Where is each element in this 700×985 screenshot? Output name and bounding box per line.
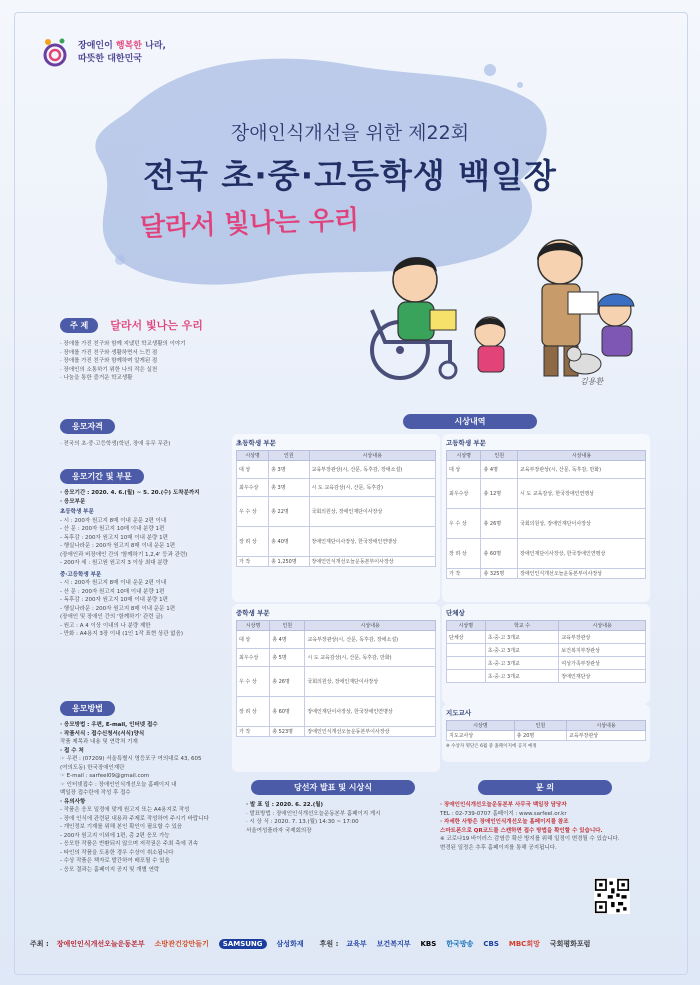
cell: 초·중·고 3개교 — [485, 670, 559, 683]
cell: 장 려 상 — [237, 697, 270, 727]
cell: 교육부장관상(시, 산문, 독후감, 만화) — [518, 461, 646, 479]
cell: 장애인재단이사장상, 한국장애인연맹상 — [518, 539, 646, 569]
submission-line: - 응모 결과는 홈페이지 공지 및 개별 연락 — [60, 866, 160, 873]
cell: 우 수 상 — [237, 497, 269, 527]
mid-category-line: (장애인 및 장애인 간의 '함께하기' 관련 글) — [60, 614, 163, 620]
logo-word-2: 행복한 — [115, 41, 143, 51]
col-header: 시상명 — [237, 451, 269, 461]
mid-category-title: 중·고등학생 부문 — [60, 571, 102, 578]
cell: 총 12명 — [481, 479, 518, 509]
table-row — [237, 527, 436, 557]
table-row — [237, 697, 436, 727]
cell: 총 26명 — [270, 667, 305, 697]
cell: 최우수상 — [237, 649, 270, 667]
theme-slogan: 달라서 빛나는 우리 — [110, 319, 203, 332]
col-header: 시상내용 — [518, 451, 646, 461]
host-logo: SAMSUNG — [219, 939, 267, 949]
submission-line: 백일장 접수란에 작성 후 접수 — [60, 790, 131, 796]
elem-category-line: - 행실나라문 : 200자 원고지 8매 이내 운문 1편 — [60, 543, 176, 549]
cell: 대 상 — [447, 461, 481, 479]
sub-title: 장애인식개선을 위한 제22회 — [230, 122, 470, 144]
eligibility-section — [60, 414, 260, 449]
table-row — [447, 670, 646, 683]
cell: 총 4명 — [481, 461, 518, 479]
table-row — [237, 631, 436, 649]
col-header: 시상명 — [447, 621, 486, 631]
table-row — [447, 657, 646, 670]
host-label: 주최 : — [30, 940, 49, 948]
footer-sponsors — [30, 930, 670, 958]
host-logo: 장애인인식개선오늘운동본부 — [56, 940, 145, 948]
characters-illustration — [330, 232, 660, 382]
sponsor-logo: KBS — [420, 940, 437, 948]
cell — [447, 644, 486, 657]
period-label: 응모기간 및 부문 — [60, 469, 144, 484]
cell: 대 상 — [237, 631, 270, 649]
submission-line: (여의도동) 한국장애인재단 — [60, 764, 125, 771]
col-header: 시상내용 — [309, 451, 435, 461]
elem-category-line: - 독후감 : 200자 원고지 10매 이내 분량 1편 — [60, 534, 168, 541]
cell: 교육부장관상 — [567, 731, 646, 741]
elem-category-line: - 산 문 : 200자 원고지 10매 이내 분량 1편 — [60, 526, 165, 532]
ceremony-line: 서울여성플라자 국제회의장 — [246, 827, 312, 834]
table-row — [447, 644, 646, 657]
contact-line: 변경된 일정은 추후 홈페이지를 통해 공지됩니다. — [440, 844, 557, 851]
illustrator-signature: 김용환 — [580, 377, 604, 386]
theme-item: · 장애인의 소통하기 위한 나의 작은 실천 — [60, 366, 158, 373]
cell: 교육부장관상(시, 산문, 독후감, 장애소설) — [309, 461, 435, 479]
submission-line: - 수상 작품은 책자로 발간하여 배포될 수 있음 — [60, 858, 170, 864]
table-row — [447, 509, 646, 539]
high-awards-panel — [442, 434, 650, 602]
cell: 교육부장관상 — [559, 631, 646, 644]
theme-item: · 장애를 가진 친구와 함께 지냈던 학교생활의 이야기 — [60, 341, 186, 347]
elem-category-line: - 시 : 200자 원고지 8매 이내 운문 2편 이내 — [60, 517, 167, 524]
main-title: 전국 초·중·고등학생 백일장 — [143, 156, 557, 195]
sponsor-logo: CBS — [483, 940, 499, 948]
logo-line-2: 따뜻한 대한민국 — [78, 54, 142, 64]
period-section — [60, 464, 260, 639]
cell: 지도교사상 — [447, 731, 515, 741]
teacher-awards-table — [446, 720, 646, 741]
cell: 최우수상 — [237, 479, 269, 497]
col-header: 인원 — [514, 721, 566, 731]
mid-category-line: - 원고 : A 4 이상 이내의 나 분량 제한 — [60, 622, 151, 629]
teacher-awards-title: 지도교사 — [446, 709, 472, 717]
sponsor-logo: 국회평화포럼 — [549, 940, 591, 948]
cell: 우 수 상 — [447, 509, 481, 539]
table-row — [237, 649, 436, 667]
logo-word-3: 나라, — [145, 41, 166, 51]
cell: 총 60명 — [481, 539, 518, 569]
contact-line: 스마트폰으로 QR코드를 스캔하면 접수 방법을 확인할 수 있습니다. — [440, 827, 603, 834]
sponsor-logo: MBC희망 — [508, 940, 540, 948]
mid-awards-title: 중학생 부문 — [236, 609, 270, 617]
sponsor-logo: 교육부 — [346, 940, 367, 948]
mid-category-line: - 시 : 200자 원고지 8매 이내 운문 2편 이내 — [60, 580, 167, 586]
cell: 시 도 교육감상(시, 산문, 독후감) — [309, 479, 435, 497]
cell: 가 작 — [237, 727, 270, 737]
cell: 초·중·고 3개교 — [485, 631, 559, 644]
cell: 여성가족부장관상 — [559, 657, 646, 670]
host-logo: 소방관건강만들기 — [154, 940, 209, 948]
period-line: · 응모기간 : 2020. 4. 6.(월) ~ 5. 20.(수) 도착분까지 — [60, 490, 200, 496]
mid-awards-table — [236, 620, 436, 737]
table-row — [447, 461, 646, 479]
col-header: 시상명 — [447, 451, 481, 461]
teacher-awards-panel — [442, 704, 650, 762]
campaign-logo — [38, 36, 166, 70]
table-row — [237, 727, 436, 737]
ceremony-line: · 발표방법 : 장애인인식개선오늘운동본부 홈페이지 게시 — [246, 810, 381, 817]
teacher-note: ※ 수상자 명단은 6월 중 홈페이지에 공지 예정 — [446, 744, 537, 749]
table-row — [447, 539, 646, 569]
cell: 보건복지부장관상 — [559, 644, 646, 657]
elem-awards-panel — [232, 434, 440, 602]
contact-line: ※ 코로나19 바이러스 감염증 확산 방지를 위해 일정이 변경될 수 있습니다. — [440, 836, 620, 842]
submission-line: ☞ 우편 : (07209) 서울특별시 영등포구 여의대로 43, 605 — [60, 756, 202, 762]
submission-section — [60, 696, 260, 874]
col-header: 인원 — [269, 451, 309, 461]
ceremony-section — [238, 780, 428, 835]
cell: 총 1,250명 — [269, 557, 309, 567]
mid-category-line: - 만화 : A4용지 3장 이내 (1인 1작 표현 상관 없음) — [60, 631, 184, 637]
table-row — [237, 667, 436, 697]
table-row — [237, 461, 436, 479]
mid-category-line: - 산 문 : 200자 원고지 10매 이내 분량 1편 — [60, 588, 165, 595]
elem-awards-table — [236, 450, 436, 567]
cell: 단체상 — [447, 631, 486, 644]
sponsor-label: 후원 : — [319, 940, 339, 948]
submission-email: ☞ E-mail : sarfeel09@gmail.com — [60, 773, 150, 779]
elem-category-line: (장애인과 비장애인 간의 '함께하기 1,2,4' 등과 관련) — [60, 551, 188, 558]
table-row — [237, 497, 436, 527]
period-line: · 응모부문 — [60, 498, 86, 505]
qr-code-icon[interactable] — [594, 878, 630, 914]
col-header: 인원 — [481, 451, 518, 461]
cell: 장애인인식개선오늘운동본부이사장상 — [305, 727, 436, 737]
awards-label: 시상내역 — [403, 414, 537, 429]
table-row — [237, 557, 436, 567]
theme-item: · 나눔을 통한 즐거운 학교생활 — [60, 375, 133, 381]
logo-text — [78, 40, 166, 66]
cell: 대 상 — [237, 461, 269, 479]
submission-line: - 개인정보 기재를 위해 본인 확인이 필요할 수 있음 — [60, 824, 183, 830]
submission-line: 작품 제목과 내용 및 연락처 기재 — [60, 739, 138, 745]
cell: 총 40명 — [269, 527, 309, 557]
contact-line: · 자세한 사항은 장애인인식개선오늘 홈페이지를 참조 — [440, 819, 569, 825]
cell: 총 523명 — [270, 727, 305, 737]
col-header: 시상내용 — [305, 621, 436, 631]
cell: 총 26명 — [481, 509, 518, 539]
cell: 장애인재단이사장상, 한국장애인연맹상 — [305, 697, 436, 727]
cell: 시 도 교육감상(시, 산문, 독후감, 만화) — [305, 649, 436, 667]
submission-line: - 장애 인식에 관련된 내용과 주제로 작성하여 주시기 바랍니다 — [60, 815, 209, 822]
cell: 장애인인식개선오늘운동본부이사장상 — [518, 569, 646, 579]
col-header: 학교 수 — [485, 621, 559, 631]
elem-category-title: 초등학생 부문 — [60, 509, 94, 515]
submission-line: · 유의사항 — [60, 798, 86, 805]
swirl-logo-icon — [38, 36, 72, 70]
submission-line: · 작품서식 : 접수신청서(서식)양식 — [60, 730, 145, 737]
cell: 총 3명 — [269, 479, 309, 497]
theme-label: 주 제 — [60, 318, 98, 333]
contact-line: · 장애인인식개선오늘운동본부 사무국 백일장 담당자 — [440, 802, 567, 808]
submission-line: · 접 수 처 — [60, 747, 84, 754]
table-row — [447, 569, 646, 579]
elem-category-line: - 200자 세 : 원고원 원고지 3 이상 최대 분량 — [60, 560, 168, 566]
col-header: 시상명 — [447, 721, 515, 731]
cell: 총 22명 — [269, 497, 309, 527]
eligibility-text: · 전국의 초·중·고등학생(학년, 장애 유무 무관) — [60, 441, 171, 447]
col-header: 인원 — [270, 621, 305, 631]
theme-list — [60, 340, 310, 383]
cell: 장 려 상 — [447, 539, 481, 569]
high-awards-title: 고등학생 부문 — [446, 439, 486, 447]
group-awards-title: 단체상 — [446, 609, 465, 617]
table-row — [447, 479, 646, 509]
table-row — [447, 731, 646, 741]
submission-line: - 타인의 작품을 도용한 경우 수상이 취소됩니다 — [60, 849, 174, 856]
cell: 장애인인식개선오늘운동본부이사장상 — [309, 557, 435, 567]
theme-bar — [60, 318, 310, 332]
cell: 국회의원상, 장애인재단이사장상 — [309, 497, 435, 527]
ceremony-label: 당선자 발표 및 시상식 — [251, 780, 415, 795]
group-awards-panel — [442, 604, 650, 704]
cell: 장애인재단이사장상, 한국장애인연맹상 — [309, 527, 435, 557]
logo-word-1: 장애인이 — [78, 41, 113, 51]
cell: 국회의원상, 장애인재단이사장상 — [518, 509, 646, 539]
elem-awards-title: 초등학생 부문 — [236, 439, 276, 447]
cell: 장 려 상 — [237, 527, 269, 557]
sponsor-logo: 보건복지부 — [376, 940, 411, 948]
contact-line: TEL : 02-739-0707 홈페이지 : www.sarfeel.or.kr — [440, 810, 567, 817]
group-awards-table — [446, 620, 646, 683]
submission-line: - 응모한 작품은 반환되지 않으며 저작권은 주최 측에 귀속 — [60, 841, 199, 847]
col-header: 시상명 — [237, 621, 270, 631]
ceremony-line: · 시 상 식 : 2020. 7. 13.(월) 14:30 ~ 17:00 — [246, 819, 359, 825]
col-header: 시상내용 — [567, 721, 646, 731]
cell: 총 3명 — [269, 461, 309, 479]
cell — [447, 670, 486, 683]
eligibility-label: 응모자격 — [60, 419, 115, 434]
cell: 장애인재단상 — [559, 670, 646, 683]
cell: 가 작 — [447, 569, 481, 579]
contact-section — [440, 780, 650, 852]
cell: 초·중·고 3개교 — [485, 657, 559, 670]
cell: 총 60명 — [270, 697, 305, 727]
cell — [447, 657, 486, 670]
col-header: 시상내용 — [559, 621, 646, 631]
cell: 교육부장관상(시, 산문, 독후감, 장애소설) — [305, 631, 436, 649]
cell: 우 수 상 — [237, 667, 270, 697]
submission-line: - 200자 원고지 이외에 1편, 총 2편 응모 가능 — [60, 832, 170, 839]
theme-item: · 장애를 가진 친구와 함께하며 알게된 점 — [60, 358, 158, 364]
cell: 초·중·고 3개교 — [485, 644, 559, 657]
host-logo: 삼성화재 — [276, 940, 304, 948]
theme-item: · 장애를 가진 친구와 생활하면서 느낀 점 — [60, 349, 158, 356]
contact-label: 문 의 — [478, 780, 612, 795]
cell: 국회의원상, 장애인재단이사장상 — [305, 667, 436, 697]
high-awards-table — [446, 450, 646, 579]
cell: 최우수상 — [447, 479, 481, 509]
table-row — [237, 479, 436, 497]
cell: 총 20명 — [514, 731, 566, 741]
ceremony-line: · 발 표 일 : 2020. 6. 22.(월) — [246, 802, 324, 808]
submission-line: · 응모방법 : 우편, E-mail, 인터넷 접수 — [60, 722, 158, 728]
sponsor-logo: 한국방송 — [446, 940, 474, 948]
cell: 시 도 교육감상, 한국장애인연맹상 — [518, 479, 646, 509]
mid-awards-panel — [232, 604, 440, 772]
cell: 총 4명 — [270, 631, 305, 649]
mid-category-line: - 행실나라문 : 200자 원고지 8매 이내 운문 1편 — [60, 605, 176, 612]
mid-category-line: - 독후감 : 200자 원고지 10매 이내 분량 1편 — [60, 597, 168, 603]
submission-line: - 작품은 응모 일정에 맞게 원고지 또는 A4용지로 작성 — [60, 807, 190, 813]
cell: 총 5명 — [270, 649, 305, 667]
submission-line: ☞ 인터넷접수 : 장애인인식개선오늘 홈페이지 내 — [60, 781, 177, 788]
cell: 총 325명 — [481, 569, 518, 579]
slogan: 달라서 빛나는 우리 — [139, 205, 360, 243]
table-row — [447, 631, 646, 644]
submission-label: 응모방법 — [60, 701, 115, 716]
awards-header — [270, 414, 670, 429]
cell: 가 작 — [237, 557, 269, 567]
